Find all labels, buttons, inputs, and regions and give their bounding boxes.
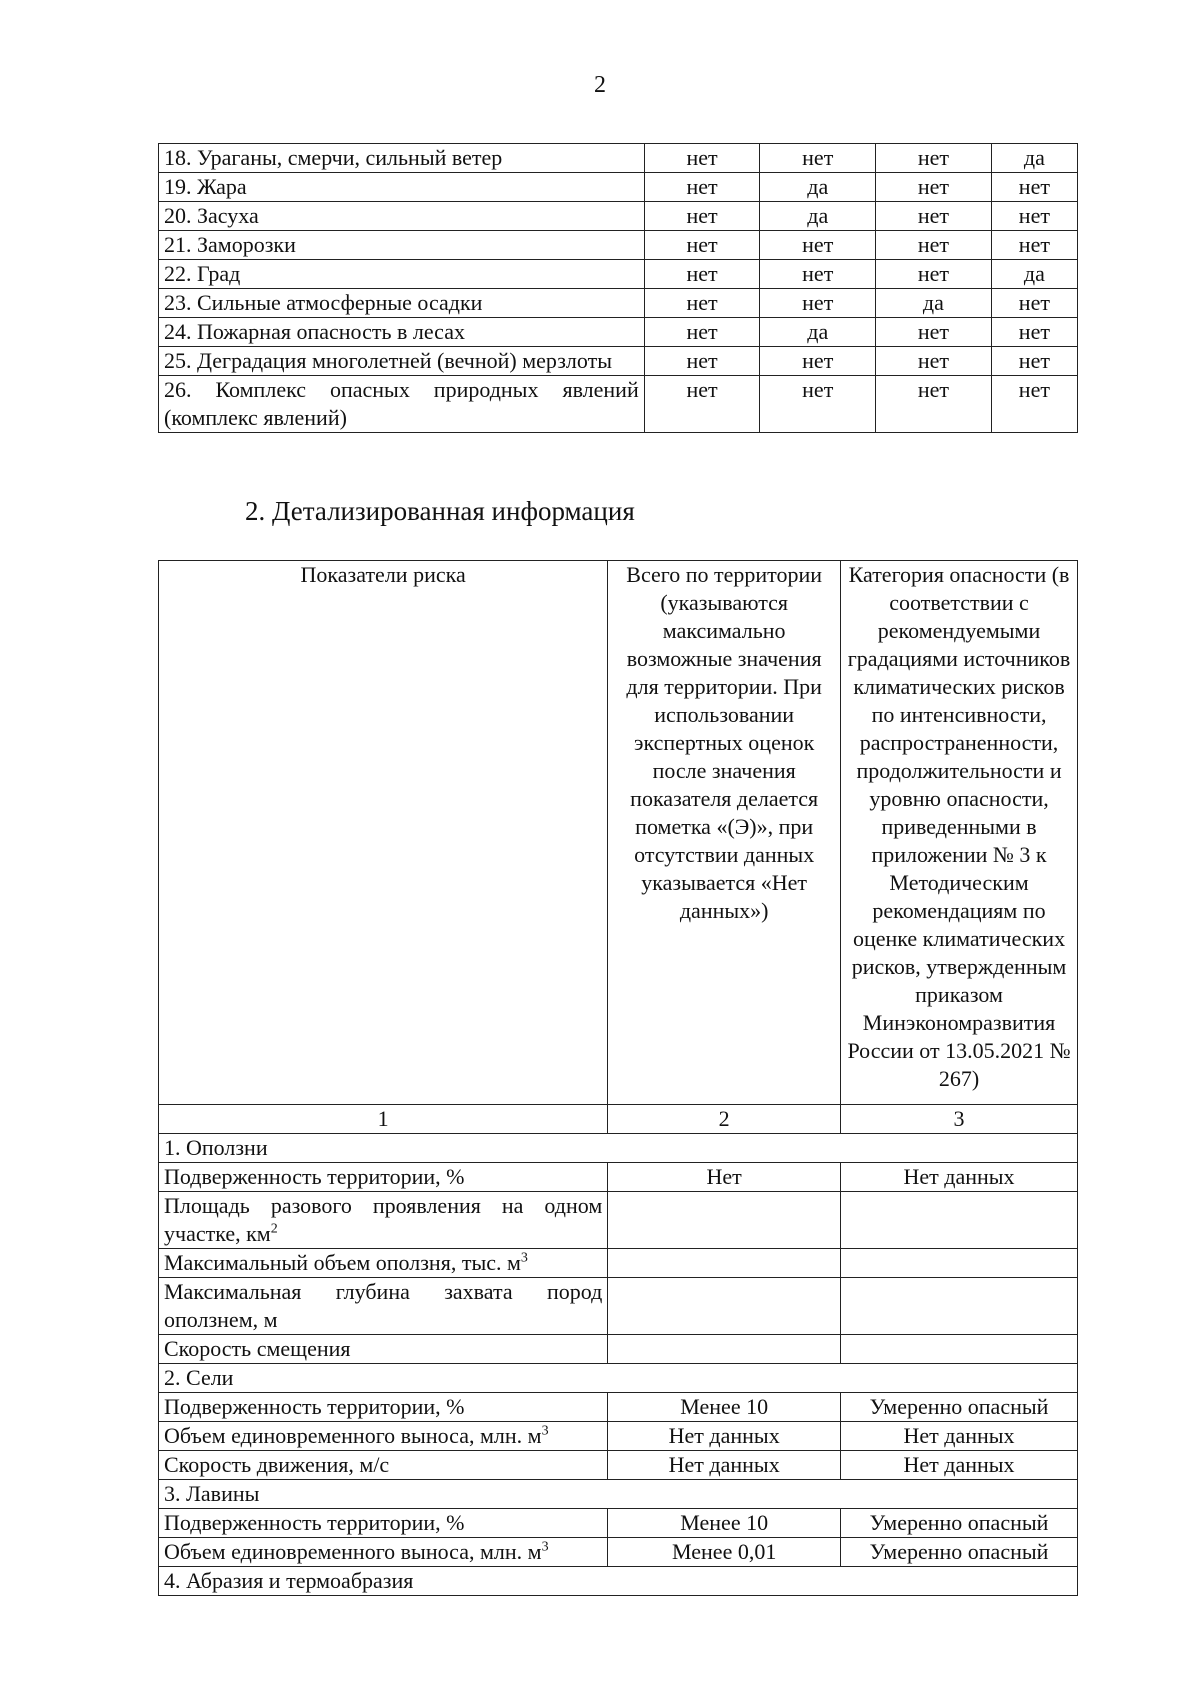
unit-exponent: 3 — [520, 1250, 528, 1266]
indicator-row — [159, 1422, 1078, 1451]
indicator-label — [159, 1393, 608, 1422]
page-number: 2 — [594, 72, 606, 98]
indicator-label — [159, 1422, 608, 1451]
hazard-value: да — [760, 173, 876, 202]
hazard-value: нет — [876, 376, 992, 433]
column-number-row — [159, 1105, 1078, 1134]
group-title-row — [159, 1480, 1078, 1509]
indicator-label-text: Максимальная глубина захвата пород оползнем, м — [164, 1279, 603, 1332]
hazard-row — [159, 376, 1078, 433]
group-title: 2. Сели — [159, 1364, 1078, 1393]
hazard-label: 25. Деградация многолетней (вечной) мерзлоты — [159, 347, 645, 376]
hazard-value: нет — [760, 231, 876, 260]
hazard-label: 19. Жара — [159, 173, 645, 202]
territory-value — [608, 1335, 841, 1364]
indicator-label-text: Подверженность территории, % — [164, 1394, 465, 1419]
hazard-value: да — [760, 318, 876, 347]
indicator-label — [159, 1163, 608, 1192]
group-title: 4. Абразия и термоабразия — [159, 1567, 1078, 1596]
territory-value: Менее 10 — [608, 1393, 841, 1422]
territory-value: Нет — [608, 1163, 841, 1192]
indicator-row — [159, 1509, 1078, 1538]
hazard-row — [159, 289, 1078, 318]
indicator-label-text: Объем единовременного выноса, млн. м — [164, 1539, 542, 1564]
group-title-row — [159, 1134, 1078, 1163]
hazard-value: нет — [644, 318, 760, 347]
territory-value: Менее 10 — [608, 1509, 841, 1538]
hazard-label: 22. Град — [159, 260, 645, 289]
indicator-label-text: Скорость смещения — [164, 1336, 351, 1361]
territory-value: Нет данных — [608, 1451, 841, 1480]
indicator-row — [159, 1393, 1078, 1422]
hazard-row — [159, 318, 1078, 347]
hazard-value: нет — [644, 231, 760, 260]
hazard-value: нет — [644, 173, 760, 202]
hazard-label: 20. Засуха — [159, 202, 645, 231]
section-heading: 2. Детализированная информация — [245, 496, 635, 526]
indicator-label — [159, 1249, 608, 1278]
indicator-label — [159, 1451, 608, 1480]
indicator-label — [159, 1278, 608, 1335]
hazard-value: да — [876, 289, 992, 318]
hazard-value: нет — [876, 231, 992, 260]
group-title-row — [159, 1567, 1078, 1596]
hazard-value: нет — [760, 376, 876, 433]
hazard-value: нет — [760, 289, 876, 318]
column-number: 2 — [608, 1105, 841, 1134]
hazard-value: нет — [991, 173, 1077, 202]
hazard-value: нет — [760, 144, 876, 173]
hazard-category-value: Нет данных — [841, 1451, 1078, 1480]
hazard-category-value: Умеренно опасный — [841, 1538, 1078, 1567]
hazard-category-value — [841, 1335, 1078, 1364]
territory-value: Менее 0,01 — [608, 1538, 841, 1567]
unit-exponent: 3 — [541, 1539, 549, 1555]
indicator-row — [159, 1163, 1078, 1192]
hazard-value: нет — [876, 144, 992, 173]
indicator-label-text: Объем единовременного выноса, млн. м — [164, 1423, 542, 1448]
hazard-value: нет — [876, 347, 992, 376]
hazard-value: нет — [991, 202, 1077, 231]
hazard-value: нет — [644, 347, 760, 376]
hazard-value: нет — [876, 260, 992, 289]
indicator-row — [159, 1192, 1078, 1249]
indicator-label — [159, 1538, 608, 1567]
hazard-value: да — [991, 260, 1077, 289]
header-risk-indicators: Показатели риска — [159, 561, 608, 1105]
hazard-label: 18. Ураганы, смерчи, сильный ветер — [159, 144, 645, 173]
hazard-value: нет — [760, 260, 876, 289]
hazard-category-value: Нет данных — [841, 1163, 1078, 1192]
hazard-value: нет — [876, 318, 992, 347]
territory-value — [608, 1249, 841, 1278]
hazard-value: нет — [991, 231, 1077, 260]
header-row — [159, 561, 1078, 1105]
indicator-label-text: Подверженность территории, % — [164, 1510, 465, 1535]
group-title: 1. Оползни — [159, 1134, 1078, 1163]
hazard-value: нет — [644, 260, 760, 289]
hazard-row — [159, 173, 1078, 202]
header-territory-total: Всего по территории (указываются максимально возможные значения для территории. При использовании экспертных оценок после значения показателя делается пометка «(Э)», при отсутствии данных указывается «Нет данных») — [608, 561, 841, 1105]
hazard-value: нет — [876, 202, 992, 231]
hazard-row — [159, 144, 1078, 173]
hazard-value: нет — [991, 318, 1077, 347]
group-title-row — [159, 1364, 1078, 1393]
indicator-row — [159, 1278, 1078, 1335]
unit-exponent: 2 — [270, 1221, 278, 1237]
hazard-category-value — [841, 1249, 1078, 1278]
group-title: 3. Лавины — [159, 1480, 1078, 1509]
hazard-value: нет — [644, 144, 760, 173]
hazard-value: нет — [644, 376, 760, 433]
hazard-label: 24. Пожарная опасность в лесах — [159, 318, 645, 347]
indicator-row — [159, 1335, 1078, 1364]
header-hazard-category: Категория опасности (в соответствии с рекомендуемыми градациями источников климатических рисков по интенсивности, распространенности, продолжительности и уровню опасности, приведенными в приложении № 3 к Методическим рекомендациям по оценке климатических рисков, утвержденным приказом Минэкономразвития России от 13.05.2021 № 267) — [841, 561, 1078, 1105]
column-number: 3 — [841, 1105, 1078, 1134]
hazard-presence-table — [158, 143, 1078, 433]
indicator-label-text: Площадь разового проявления на одном участке, км — [164, 1193, 603, 1246]
indicator-label-text: Подверженность территории, % — [164, 1164, 465, 1189]
territory-value — [608, 1192, 841, 1249]
hazard-label: 21. Заморозки — [159, 231, 645, 260]
detailed-info-table — [158, 560, 1078, 1596]
territory-value: Нет данных — [608, 1422, 841, 1451]
hazard-label: 26. Комплекс опасных природных явлений (комплекс явлений) — [159, 376, 645, 433]
indicator-row — [159, 1249, 1078, 1278]
indicator-label-text: Максимальный объем оползня, тыс. м — [164, 1250, 521, 1275]
hazard-category-value: Умеренно опасный — [841, 1393, 1078, 1422]
hazard-value: нет — [644, 289, 760, 318]
hazard-row — [159, 347, 1078, 376]
hazard-value: нет — [991, 347, 1077, 376]
hazard-category-value — [841, 1192, 1078, 1249]
hazard-value: нет — [876, 173, 992, 202]
indicator-label — [159, 1192, 608, 1249]
indicator-row — [159, 1451, 1078, 1480]
unit-exponent: 3 — [541, 1423, 549, 1439]
hazard-row — [159, 231, 1078, 260]
hazard-value: да — [760, 202, 876, 231]
hazard-row — [159, 260, 1078, 289]
hazard-value: нет — [991, 376, 1077, 433]
hazard-category-value: Умеренно опасный — [841, 1509, 1078, 1538]
hazard-category-value: Нет данных — [841, 1422, 1078, 1451]
hazard-value: да — [991, 144, 1077, 173]
territory-value — [608, 1278, 841, 1335]
hazard-value: нет — [760, 347, 876, 376]
hazard-row — [159, 202, 1078, 231]
indicator-label — [159, 1509, 608, 1538]
hazard-category-value — [841, 1278, 1078, 1335]
indicator-row — [159, 1538, 1078, 1567]
column-number: 1 — [159, 1105, 608, 1134]
hazard-value: нет — [644, 202, 760, 231]
hazard-label: 23. Сильные атмосферные осадки — [159, 289, 645, 318]
indicator-label-text: Скорость движения, м/с — [164, 1452, 390, 1477]
indicator-label — [159, 1335, 608, 1364]
hazard-value: нет — [991, 289, 1077, 318]
